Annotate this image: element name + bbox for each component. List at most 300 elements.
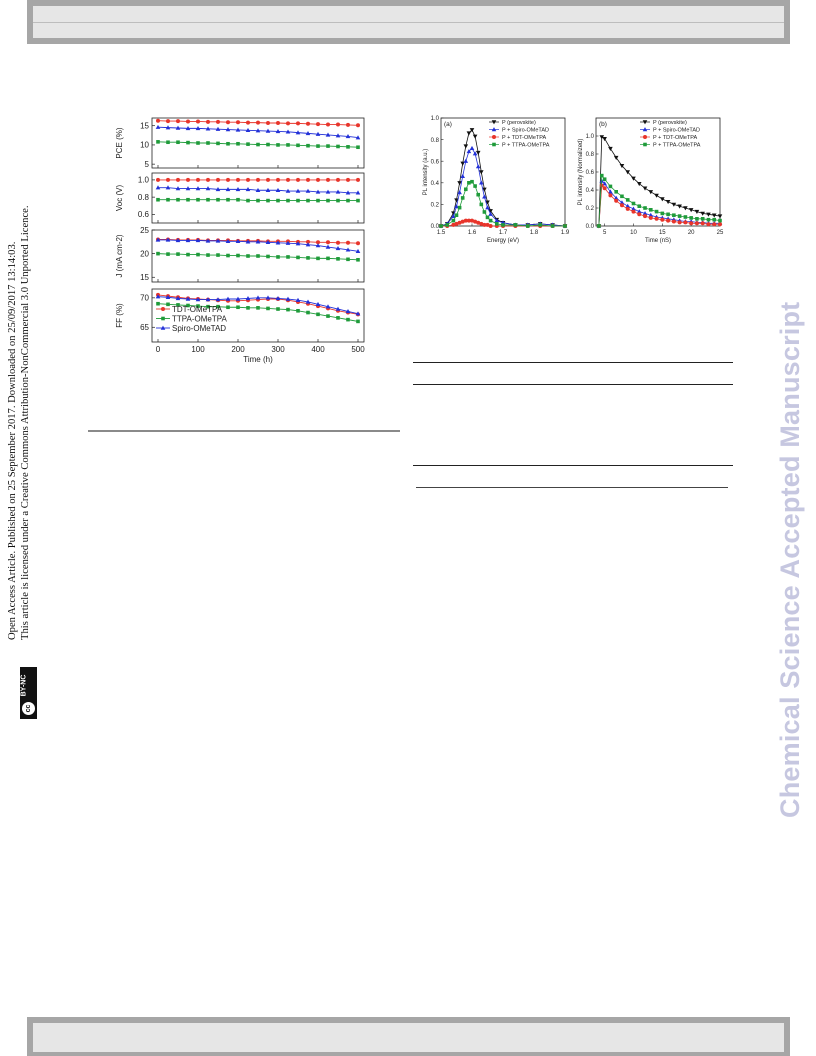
data-point [236, 254, 240, 258]
data-point [256, 199, 260, 203]
y-tick-label: 10 [140, 140, 149, 150]
data-point [306, 199, 310, 203]
data-point [286, 199, 290, 203]
data-point [689, 216, 693, 220]
data-point [306, 178, 310, 182]
y-tick-label: 0.6 [137, 210, 149, 220]
x-tick-label: 20 [687, 230, 695, 236]
data-point [458, 206, 462, 210]
data-point [666, 219, 670, 223]
open-access-notice [6, 205, 32, 640]
data-point [483, 210, 487, 214]
data-point [346, 199, 350, 203]
y-tick-label: 20 [140, 249, 149, 259]
data-point [326, 178, 330, 182]
stability-figure [110, 112, 390, 364]
y-axis-label: J (mA cm-2) [115, 234, 124, 278]
data-point [643, 187, 648, 191]
data-point [336, 123, 340, 127]
data-point [649, 208, 653, 212]
series-ttpa-ometpa [156, 198, 360, 202]
data-point [637, 212, 641, 216]
data-point [473, 135, 478, 139]
legend-marker [643, 127, 648, 131]
data-point [196, 141, 200, 145]
data-point [246, 178, 250, 182]
legend-entry: TTPA-OMeTPA [172, 314, 227, 324]
y-tick-label: 0.8 [585, 152, 594, 159]
data-point [660, 218, 664, 222]
journal-header-band [27, 0, 790, 44]
y-tick-label: 0.2 [585, 206, 594, 213]
legend-entry: P + TDT-OMeTPA [653, 135, 698, 141]
y-tick-label: 15 [140, 121, 149, 131]
data-point [296, 256, 300, 260]
data-point [336, 178, 340, 182]
data-point [306, 122, 310, 126]
data-point [461, 196, 465, 200]
data-point [637, 182, 642, 186]
legend-entry: Spiro-OMeTAD [172, 323, 227, 333]
data-point [470, 146, 475, 150]
legend-entry: P + TDT-OMeTPA [502, 135, 547, 141]
data-point [346, 123, 350, 127]
legend-entry: P + Spiro-OMeTAD [502, 127, 550, 134]
y-tick-label: 0.4 [430, 181, 439, 187]
data-point [718, 219, 722, 223]
data-point [226, 198, 230, 202]
data-point [296, 144, 300, 148]
legend-entry: P + TTPA-OMeTPA [653, 142, 701, 149]
data-point [346, 258, 350, 262]
data-point [286, 308, 290, 312]
data-point [166, 252, 170, 256]
y-axis-label: Voc (V) [115, 184, 124, 212]
legend-marker [492, 143, 496, 147]
data-point [236, 178, 240, 182]
x-tick-label: 15 [658, 230, 666, 236]
x-tick-label: 25 [716, 230, 724, 236]
data-point [346, 318, 350, 322]
data-point [236, 305, 240, 309]
data-point [176, 198, 180, 202]
x-tick-label: 1.7 [498, 230, 508, 236]
data-point [206, 178, 210, 182]
data-point [689, 221, 693, 225]
y-tick-label: 0.6 [585, 170, 594, 177]
y-tick-label: 65 [140, 323, 149, 333]
y-tick-label: 70 [140, 293, 149, 303]
data-point [286, 121, 290, 125]
y-tick-label: 0.0 [430, 224, 439, 231]
data-point [246, 142, 250, 146]
data-point [336, 145, 340, 149]
data-point [356, 123, 360, 127]
data-point [464, 159, 469, 163]
data-point [346, 178, 350, 182]
y-tick-label: 1.0 [585, 134, 594, 141]
data-point [296, 178, 300, 182]
journal-footer-band [27, 1017, 790, 1056]
data-point [620, 203, 624, 207]
legend-entry: P + Spiro-OMeTAD [653, 127, 701, 134]
x-axis-label: Time (nS) [644, 238, 672, 244]
data-point [206, 141, 210, 145]
data-point [464, 144, 469, 148]
data-point [256, 254, 260, 258]
data-point [467, 131, 472, 135]
section-divider [88, 430, 400, 432]
data-point [316, 199, 320, 203]
data-point [316, 257, 320, 261]
data-point [336, 241, 340, 245]
data-point [156, 140, 160, 144]
data-point [216, 178, 220, 182]
legend-marker [161, 317, 165, 321]
series-ttpa-ometpa [156, 252, 360, 262]
data-point [718, 222, 722, 226]
data-point [246, 121, 250, 125]
data-point [501, 223, 505, 227]
data-point [246, 254, 250, 258]
series-ttpa-ometpa [156, 140, 360, 149]
data-point [643, 206, 647, 210]
data-point [326, 144, 330, 148]
data-point [486, 216, 490, 220]
data-point [166, 198, 170, 202]
y-tick-label: 15 [140, 273, 149, 283]
data-point [678, 220, 682, 224]
data-point [216, 120, 220, 124]
table-rule-header [413, 384, 733, 385]
data-point [712, 218, 716, 222]
data-point [473, 184, 477, 188]
data-point [661, 212, 665, 216]
data-point [356, 199, 360, 203]
panel-ff [115, 289, 364, 342]
data-point [684, 215, 688, 219]
data-point [276, 178, 280, 182]
data-point [256, 306, 260, 310]
data-point [326, 257, 330, 261]
data-point [156, 178, 160, 182]
data-point [186, 198, 190, 202]
x-tick-label: 500 [351, 345, 365, 354]
data-point [186, 119, 190, 123]
data-point [712, 222, 716, 226]
legend-marker [492, 127, 497, 131]
series-line [441, 182, 565, 226]
data-point [648, 190, 653, 194]
data-point [603, 177, 607, 181]
data-point [346, 241, 350, 245]
data-point [256, 121, 260, 125]
y-tick-label: 0.8 [137, 192, 149, 202]
data-point [608, 193, 612, 197]
data-point [266, 255, 270, 259]
y-axis-label: PL intensity (a.u.) [423, 148, 429, 196]
data-point [326, 314, 330, 318]
data-point [655, 217, 659, 221]
legend-marker [643, 143, 647, 147]
data-point [186, 178, 190, 182]
x-tick-label: 400 [311, 345, 325, 354]
accepted-manuscript-watermark: Chemical Science Accepted Manuscript [775, 301, 805, 818]
y-tick-label: 0.4 [585, 188, 594, 195]
data-point [186, 141, 190, 145]
publication-line: Open Access Article. Published on 25 September 2017. Downloaded on 25/09/2017 13:14:03. [7, 241, 18, 640]
legend-entry: P + TTPA-OMeTPA [502, 142, 550, 149]
data-point [637, 204, 641, 208]
data-point [678, 214, 682, 218]
data-point [467, 181, 471, 185]
y-tick-label: 0.8 [430, 137, 439, 144]
y-tick-label: 0.0 [585, 224, 594, 231]
trpl-figure [568, 110, 733, 255]
data-point [706, 222, 710, 226]
data-point [489, 219, 493, 223]
legend-marker [492, 120, 497, 124]
data-point [296, 121, 300, 125]
y-tick-label: 0.6 [430, 159, 439, 166]
data-point [538, 223, 542, 227]
data-point [166, 178, 170, 182]
series-spiro-ometad [156, 185, 361, 194]
data-point [156, 198, 160, 202]
series-tdt-ometpa [156, 119, 360, 128]
data-point [216, 142, 220, 146]
data-point [156, 119, 160, 123]
x-tick-label: 1.8 [529, 230, 539, 236]
y-axis-label: PCE (%) [115, 127, 124, 159]
data-point [464, 187, 468, 191]
data-point [196, 178, 200, 182]
series-p-perovskite [597, 135, 723, 228]
data-point [626, 207, 630, 211]
panel-pce [115, 118, 364, 169]
x-tick-label: 1.5 [436, 230, 446, 236]
x-tick-label: 200 [231, 345, 245, 354]
data-point [246, 199, 250, 203]
legend-marker [643, 135, 647, 139]
panel-j-ma-cm-2 [115, 226, 364, 282]
legend-entry: P (perovskite) [653, 120, 687, 126]
data-point [718, 214, 723, 218]
data-point [603, 186, 607, 190]
data-point [609, 185, 613, 189]
data-point [620, 195, 624, 199]
data-point [672, 220, 676, 224]
table-rule-mid [413, 465, 733, 466]
data-point [236, 142, 240, 146]
data-point [166, 140, 170, 144]
data-point [226, 120, 230, 124]
y-axis-label: FF (%) [115, 303, 124, 328]
cc-icon: cc [22, 702, 35, 715]
y-tick-label: 25 [140, 225, 149, 235]
x-tick-label: 300 [271, 345, 285, 354]
data-point [632, 202, 636, 206]
data-point [356, 258, 360, 262]
data-point [236, 120, 240, 124]
data-point [206, 198, 210, 202]
data-point [256, 178, 260, 182]
data-point [216, 198, 220, 202]
data-point [266, 178, 270, 182]
data-point [226, 178, 230, 182]
panel-label: (a) [444, 121, 452, 128]
x-tick-label: 0 [155, 345, 161, 354]
data-point [276, 199, 280, 203]
data-point [614, 199, 618, 203]
table-rule-bottom [416, 487, 728, 488]
data-point [316, 313, 320, 317]
legend [156, 305, 227, 333]
data-point [643, 214, 647, 218]
data-point [226, 254, 230, 258]
data-point [356, 178, 360, 182]
y-tick-label: 1.0 [137, 175, 149, 185]
cc-by-nc-badge[interactable] [20, 667, 37, 719]
data-point [336, 316, 340, 320]
x-tick-label: 100 [191, 345, 205, 354]
data-point [166, 119, 170, 123]
data-point [666, 213, 670, 217]
legend-entry: TDT-OMeTPA [172, 304, 223, 314]
data-point [654, 194, 659, 198]
data-point [316, 178, 320, 182]
data-point [346, 145, 350, 149]
data-point [526, 224, 530, 228]
data-point [563, 224, 567, 228]
table-rule-top [413, 362, 733, 363]
data-point [495, 222, 499, 226]
data-point [672, 213, 676, 217]
data-point [226, 142, 230, 146]
data-point [336, 257, 340, 261]
by-nc-label: BY-NC [20, 674, 28, 697]
legend-entry: P (perovskite) [502, 120, 536, 126]
data-point [336, 199, 340, 203]
data-point [649, 216, 653, 220]
data-point [286, 255, 290, 259]
data-point [246, 306, 250, 310]
x-axis-label: Energy (eV) [486, 238, 520, 244]
x-tick-label: 5 [602, 230, 607, 236]
y-tick-label: 0.2 [430, 202, 439, 209]
data-point [176, 119, 180, 123]
data-point [439, 224, 443, 228]
data-point [701, 217, 705, 221]
data-point [256, 143, 260, 147]
data-point [470, 180, 474, 184]
data-point [226, 305, 230, 309]
data-point [306, 256, 310, 260]
data-point [452, 219, 456, 223]
x-tick-label: 10 [630, 230, 637, 236]
x-tick-label: 1.9 [560, 230, 570, 236]
data-point [551, 224, 555, 228]
legend-marker [161, 307, 165, 311]
data-point [286, 143, 290, 147]
legend-marker [643, 120, 648, 124]
data-point [176, 178, 180, 182]
data-point [695, 217, 699, 221]
data-point [476, 193, 480, 197]
data-point [597, 224, 601, 228]
data-point [655, 210, 659, 214]
series-line [441, 148, 565, 226]
data-point [266, 121, 270, 125]
data-point [683, 220, 687, 224]
data-point [236, 198, 240, 202]
y-axis-label: PL intensity (Normalized) [578, 138, 584, 206]
data-point [514, 223, 518, 227]
data-point [216, 253, 220, 257]
x-tick-label: 1.6 [467, 230, 477, 236]
data-point [356, 241, 360, 245]
data-point [445, 223, 449, 227]
data-point [176, 140, 180, 144]
data-point [326, 199, 330, 203]
x-axis-label: Time (h) [243, 355, 273, 364]
data-point [206, 120, 210, 124]
data-point [626, 198, 630, 202]
data-point [296, 309, 300, 313]
panel-label: (b) [599, 121, 607, 128]
data-point [316, 122, 320, 126]
data-point [276, 143, 280, 147]
data-point [356, 145, 360, 149]
data-point [326, 240, 330, 244]
data-point [600, 174, 604, 178]
series-spiro-ometad [156, 125, 361, 139]
data-point [701, 221, 705, 225]
data-point [316, 144, 320, 148]
data-point [276, 255, 280, 259]
data-point [186, 253, 190, 257]
data-point [489, 224, 493, 228]
legend-marker [492, 135, 496, 139]
y-tick-label: 1.0 [430, 116, 439, 123]
data-point [266, 307, 270, 311]
data-point [266, 143, 270, 147]
data-point [326, 123, 330, 127]
data-point [276, 121, 280, 125]
legend [489, 120, 550, 149]
data-point [602, 137, 607, 141]
data-point [631, 210, 635, 214]
pl-spectrum-figure [405, 110, 575, 255]
data-point [306, 144, 310, 148]
data-point [296, 199, 300, 203]
data-point [286, 178, 290, 182]
data-point [206, 253, 210, 257]
data-point [455, 213, 459, 217]
data-point [695, 221, 699, 225]
legend [640, 120, 701, 149]
data-point [614, 190, 618, 194]
data-point [707, 218, 711, 222]
panel-voc-v [115, 173, 364, 223]
data-point [196, 198, 200, 202]
series-tdt-ometpa [156, 178, 360, 182]
data-point [356, 320, 360, 324]
data-point [306, 311, 310, 315]
data-point [156, 252, 160, 256]
licence-line[interactable]: This article is licensed under a Creative Commons Attribution-NonCommercial 3.0 Unported Licence. [20, 205, 31, 640]
data-point [196, 119, 200, 123]
